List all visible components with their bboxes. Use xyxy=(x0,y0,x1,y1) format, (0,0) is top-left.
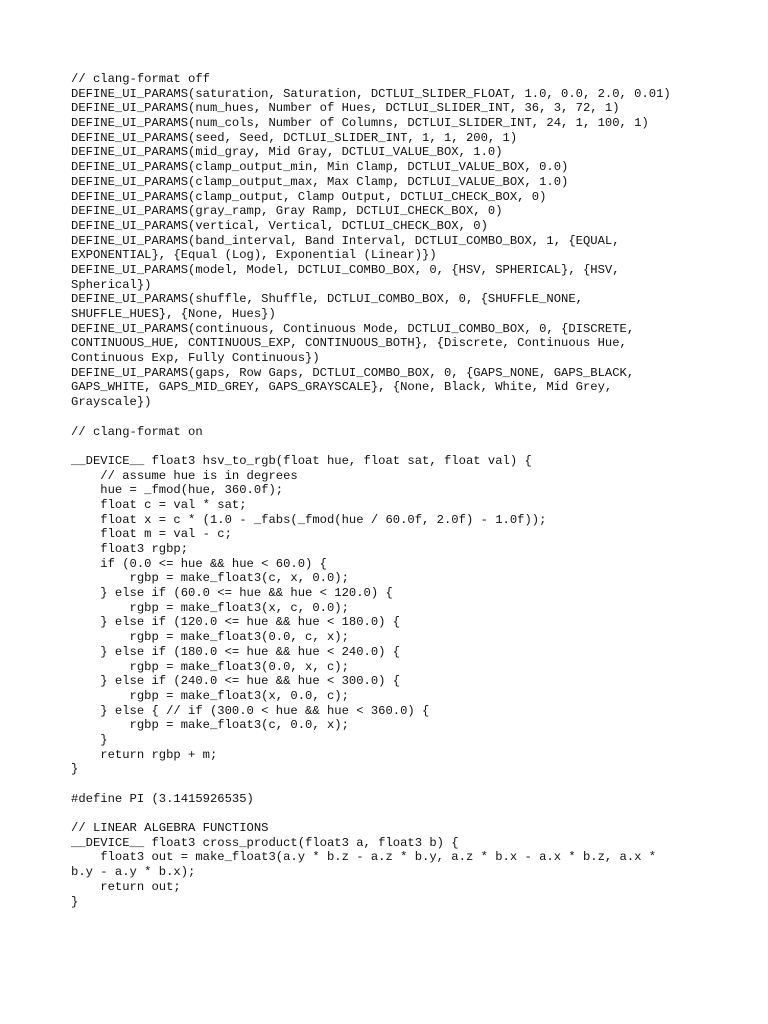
code-line: if (0.0 <= hue && hue < 60.0) { xyxy=(71,556,327,571)
code-line: } else if (180.0 <= hue && hue < 240.0) { xyxy=(71,644,401,659)
code-line: Continuous Exp, Fully Continuous}) xyxy=(71,351,320,366)
code-line: DEFINE_UI_PARAMS(continuous, Continuous Mode, DCTLUI_COMBO_BOX, 0, {DISCRETE, xyxy=(71,321,635,336)
code-line: #define PI (3.1415926535) xyxy=(71,791,254,806)
code-line: DEFINE_UI_PARAMS(model, Model, DCTLUI_COMBO_BOX, 0, {HSV, SPHERICAL}, {HSV, xyxy=(71,262,620,277)
code-line: DEFINE_UI_PARAMS(gaps, Row Gaps, DCTLUI_COMBO_BOX, 0, {GAPS_NONE, GAPS_BLACK, xyxy=(71,365,635,380)
code-line: return rgbp + m; xyxy=(71,747,218,762)
code-line: SHUFFLE_HUES}, {None, Hues}) xyxy=(71,307,276,321)
code-line: hue = _fmod(hue, 360.0f); xyxy=(71,483,284,498)
code-line: DEFINE_UI_PARAMS(clamp_output_max, Max Clamp, DCTLUI_VALUE_BOX, 1.0) xyxy=(71,174,569,189)
code-line: DEFINE_UI_PARAMS(clamp_output, Clamp Output, DCTLUI_CHECK_BOX, 0) xyxy=(71,189,547,204)
code-line: DEFINE_UI_PARAMS(vertical, Vertical, DCTLUI_CHECK_BOX, 0) xyxy=(71,218,488,233)
code-line: // clang-format on xyxy=(71,424,203,439)
code-line: float3 out = make_float3(a.y * b.z - a.z * b.y, a.z * b.x - a.x * b.z, a.x * xyxy=(71,850,657,865)
code-line: Grayscale}) xyxy=(71,395,152,410)
code-line: DEFINE_UI_PARAMS(num_hues, Number of Hues, DCTLUI_SLIDER_INT, 36, 3, 72, 1) xyxy=(71,101,620,116)
code-line: float m = val - c; xyxy=(71,527,232,542)
code-line: rgbp = make_float3(c, x, 0.0); xyxy=(71,571,349,586)
code-line: } xyxy=(71,762,79,777)
code-line: float x = c * (1.0 - _fabs(_fmod(hue / 60.0f, 2.0f) - 1.0f)); xyxy=(71,512,547,527)
code-line xyxy=(71,777,711,792)
code-line: __DEVICE__ float3 hsv_to_rgb(float hue, float sat, float val) { xyxy=(71,453,532,468)
code-line: GAPS_WHITE, GAPS_MID_GREY, GAPS_GRAYSCALE}, {None, Black, White, Mid Grey, xyxy=(71,380,613,395)
code-line: DEFINE_UI_PARAMS(band_interval, Band Interval, DCTLUI_COMBO_BOX, 1, {EQUAL, xyxy=(71,233,620,248)
code-line: } else if (120.0 <= hue && hue < 180.0) { xyxy=(71,615,401,630)
code-line: DEFINE_UI_PARAMS(saturation, Saturation, DCTLUI_SLIDER_FLOAT, 1.0, 0.0, 2.0, 0.01) xyxy=(71,86,671,101)
code-line: DEFINE_UI_PARAMS(clamp_output_min, Min Clamp, DCTLUI_VALUE_BOX, 0.0) xyxy=(71,160,569,175)
code-line: DEFINE_UI_PARAMS(num_cols, Number of Columns, DCTLUI_SLIDER_INT, 24, 1, 100, 1) xyxy=(71,116,649,131)
code-line xyxy=(71,806,711,821)
code-line: rgbp = make_float3(x, c, 0.0); xyxy=(71,600,349,615)
code-line: // assume hue is in degrees xyxy=(71,468,298,483)
code-line: CONTINUOUS_HUE, CONTINUOUS_EXP, CONTINUOUS_BOTH}, {Discrete, Continuous Hue, xyxy=(71,336,627,351)
code-line: } xyxy=(71,732,108,747)
code-line: rgbp = make_float3(0.0, c, x); xyxy=(71,630,349,645)
code-line: float c = val * sat; xyxy=(71,497,247,512)
code-line: DEFINE_UI_PARAMS(gray_ramp, Gray Ramp, DCTLUI_CHECK_BOX, 0) xyxy=(71,204,503,219)
code-line xyxy=(71,909,711,924)
code-line: rgbp = make_float3(0.0, x, c); xyxy=(71,659,349,674)
code-line: float3 rgbp; xyxy=(71,542,189,556)
code-line: return out; xyxy=(71,879,181,894)
code-line: rgbp = make_float3(x, 0.0, c); xyxy=(71,688,349,703)
code-line: DEFINE_UI_PARAMS(mid_gray, Mid Gray, DCTLUI_VALUE_BOX, 1.0) xyxy=(71,145,503,160)
code-line: DEFINE_UI_PARAMS(shuffle, Shuffle, DCTLUI_COMBO_BOX, 0, {SHUFFLE_NONE, xyxy=(71,292,583,307)
code-line: DEFINE_UI_PARAMS(seed, Seed, DCTLUI_SLIDER_INT, 1, 1, 200, 1) xyxy=(71,130,518,145)
code-line: // LINEAR ALGEBRA FUNCTIONS xyxy=(71,821,269,836)
code-line: __DEVICE__ float3 cross_product(float3 a, float3 b) { xyxy=(71,835,459,850)
code-line xyxy=(71,410,711,425)
code-line: } else { // if (300.0 < hue && hue < 360.0) { xyxy=(71,703,430,718)
code-line: b.y - a.y * b.x); xyxy=(71,865,196,880)
code-line: EXPONENTIAL}, {Equal (Log), Exponential (Linear)}) xyxy=(71,248,437,263)
code-line: } else if (240.0 <= hue && hue < 300.0) { xyxy=(71,674,401,689)
code-document xyxy=(71,72,711,924)
code-line: Spherical}) xyxy=(71,277,152,292)
code-line: } else if (60.0 <= hue && hue < 120.0) { xyxy=(71,586,393,601)
code-line: rgbp = make_float3(c, 0.0, x); xyxy=(71,718,349,733)
code-line: } xyxy=(71,894,79,909)
code-line xyxy=(71,439,711,454)
code-line: // clang-format off xyxy=(71,72,210,86)
